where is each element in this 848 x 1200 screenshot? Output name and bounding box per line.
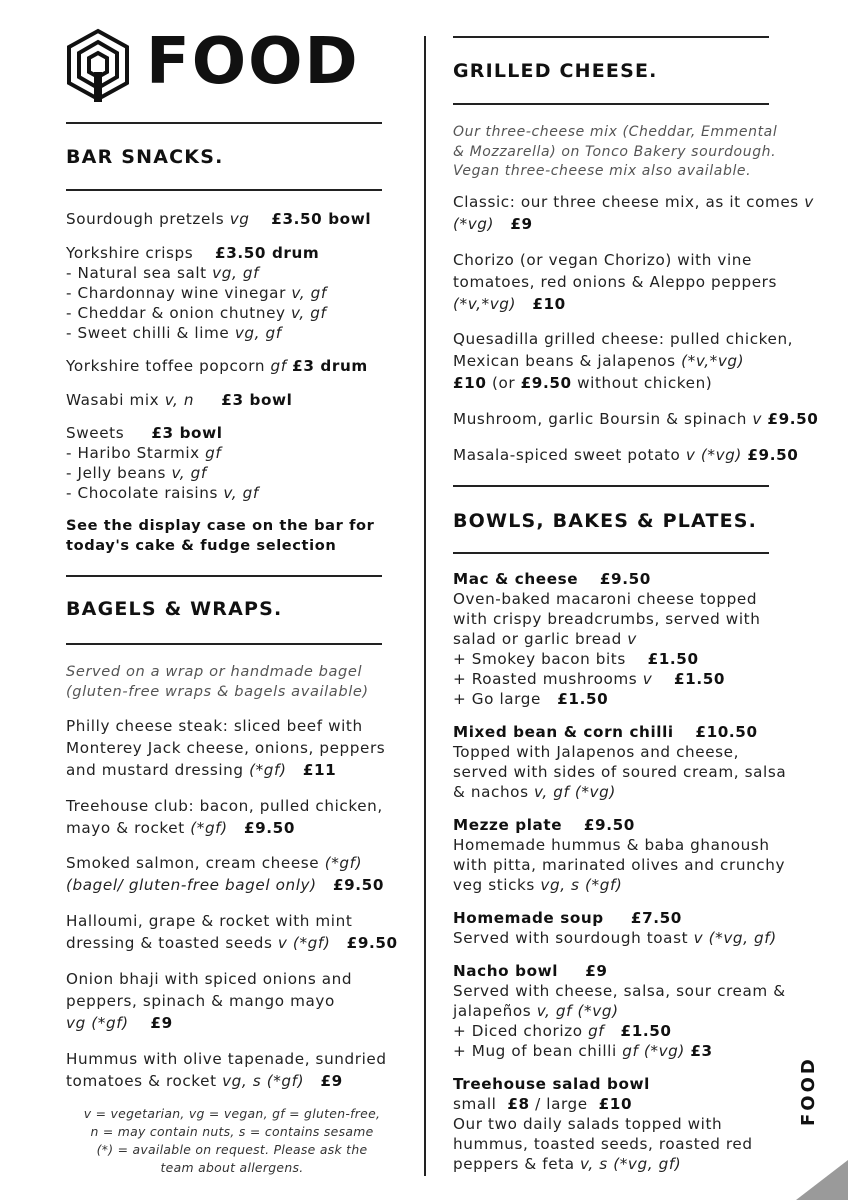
menu-item-chilli: Mixed bean & corn chilli £10.50 Topped with Jalapenos and cheese, served with sides of soured cream, salsa & nachos v, gf (*vg) (453, 723, 787, 801)
divider (66, 643, 382, 645)
menu-item-wasabi: Wasabi mix v, n £3 bowl (66, 391, 293, 409)
grilled-intro: Our three-cheese mix (Cheddar, Emmental & Mozzarella) on Tonco Bakery sourdough. Vegan three-cheese mix also available. (453, 124, 778, 179)
logo-icon (66, 28, 130, 102)
cake-note: See the display case on the bar for today's cake & fudge selection (66, 517, 375, 554)
menu-item-mac-cheese: Mac & cheese £9.50 Oven-baked macaroni cheese topped with crispy breadcrumbs, served with salad or garlic bread v + Smokey bacon bits £1.50 + Roasted mushrooms v £1.50 + Go large £1.50 (453, 570, 761, 708)
menu-item-soup: Homemade soup £7.50 Served with sourdough toast v (*vg, gf) (453, 909, 777, 947)
menu-item-salmon: Smoked salmon, cream cheese (*gf) (bagel/ gluten-free bagel only) £9.50 (66, 854, 384, 894)
menu-item-philly: Philly cheese steak: sliced beef with Monterey Jack cheese, onions, peppers and mustard dressing (*gf) £11 (66, 717, 386, 779)
side-label: FOOD (798, 1056, 819, 1126)
list-item: - Chardonnay wine vinegar v, gf (66, 284, 327, 302)
list-item: - Jelly beans v, gf (66, 464, 207, 482)
menu-item-masala: Masala-spiced sweet potato v (*vg) £9.50 (453, 446, 799, 464)
menu-item-pretzels: Sourdough pretzels vg £3.50 bowl (66, 210, 372, 228)
section-title-bagels: BAGELS & WRAPS. (66, 598, 283, 620)
divider (453, 485, 769, 487)
list-item: - Cheddar & onion chutney v, gf (66, 304, 327, 322)
menu-item-sweets: Sweets £3 bowl (66, 424, 223, 442)
section-title-bar-snacks: BAR SNACKS. (66, 146, 224, 168)
divider (453, 552, 769, 554)
section-title-grilled-cheese: GRILLED CHEESE. (453, 60, 658, 82)
list-item: - Haribo Starmix gf (66, 444, 222, 462)
menu-item-classic: Classic: our three cheese mix, as it comes v (*vg) £9 (453, 193, 814, 233)
menu-item-chorizo: Chorizo (or vegan Chorizo) with vine tomatoes, red onions & Aleppo peppers (*v,*vg) £10 (453, 251, 778, 313)
page-title: FOOD (146, 25, 360, 99)
section-title-bowls: BOWLS, BAKES & PLATES. (453, 510, 758, 532)
menu-item-bhaji: Onion bhaji with spiced onions and peppers, spinach & mango mayo vg (*gf) £9 (66, 970, 353, 1032)
menu-item-quesadilla: Quesadilla grilled cheese: pulled chicken, Mexican beans & jalapenos (*v,*vg) £10 (or £9.50 without chicken) (453, 330, 794, 392)
menu-item-mezze: Mezze plate £9.50 Homemade hummus & baba ghanoush with pitta, marinated olives and crunchy veg sticks vg, s (*gf) (453, 816, 786, 894)
page-corner-decoration (796, 1160, 848, 1200)
divider (66, 575, 382, 577)
menu-item-nacho: Nacho bowl £9 Served with cheese, salsa, sour cream & jalapeños v, gf (*vg) + Diced chorizo gf £1.50 + Mug of bean chilli gf (*vg) £3 (453, 962, 786, 1060)
menu-item-mushroom: Mushroom, garlic Boursin & spinach v £9.50 (453, 410, 819, 428)
divider (66, 122, 382, 124)
list-item: - Natural sea salt vg, gf (66, 264, 260, 282)
divider (453, 103, 769, 105)
menu-item-hummus: Hummus with olive tapenade, sundried tomatoes & rocket vg, s (*gf) £9 (66, 1050, 387, 1090)
allergen-legend: v = vegetarian, vg = vegan, gf = gluten-free, n = may contain nuts, s = contains sesame (*) = available on request. Please ask the team about allergens. (83, 1106, 381, 1175)
bagels-intro: Served on a wrap or handmade bagel (gluten-free wraps & bagels available) (66, 663, 369, 700)
divider (66, 189, 382, 191)
divider (453, 36, 769, 38)
menu-item-salad: Treehouse salad bowl small £8 / large £10 Our two daily salads topped with hummus, toasted seeds, roasted red peppers & feta v, s (*vg, gf) (453, 1075, 753, 1173)
column-divider (424, 36, 426, 1176)
menu-item-club: Treehouse club: bacon, pulled chicken, mayo & rocket (*gf) £9.50 (66, 797, 383, 837)
menu-item-popcorn: Yorkshire toffee popcorn gf £3 drum (66, 357, 368, 375)
list-item: - Sweet chilli & lime vg, gf (66, 324, 282, 342)
menu-item-crisps: Yorkshire crisps £3.50 drum (66, 244, 320, 262)
menu-item-halloumi: Halloumi, grape & rocket with mint dressing & toasted seeds v (*gf) £9.50 (66, 912, 398, 952)
list-item: - Chocolate raisins v, gf (66, 484, 259, 502)
